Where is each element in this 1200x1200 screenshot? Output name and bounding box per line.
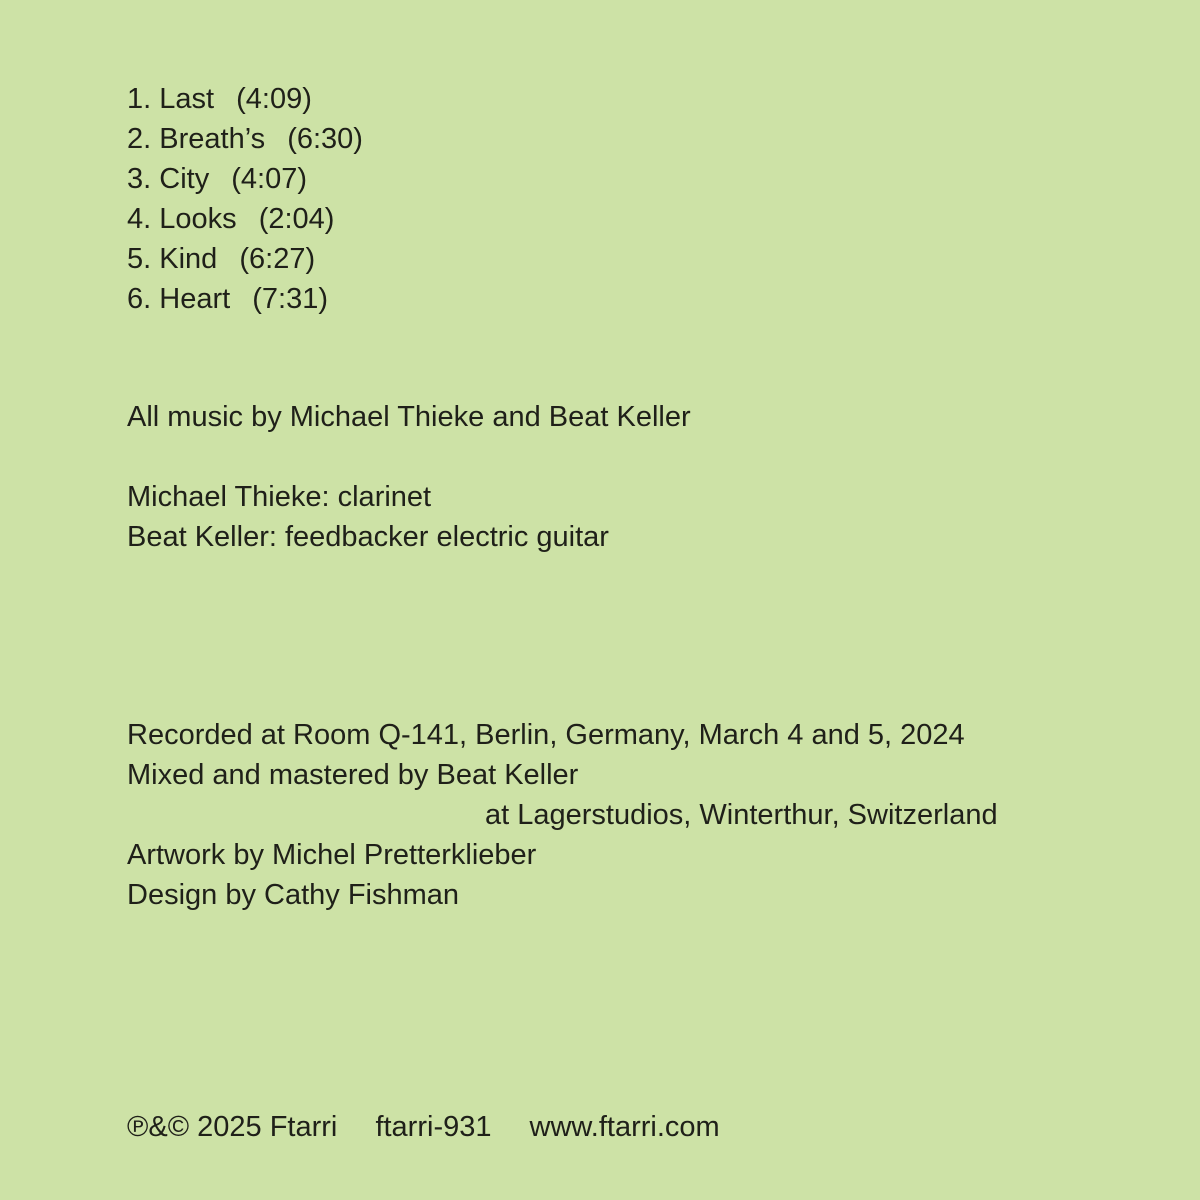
catalog-number: ftarri-931: [375, 1111, 492, 1143]
track-number: 6.: [127, 283, 152, 315]
track-item: [127, 199, 363, 239]
track-number: 5.: [127, 243, 152, 275]
track-item: [127, 79, 363, 119]
tracklist: [127, 79, 363, 319]
composer-credit-block: [127, 397, 691, 437]
track-title: City: [159, 163, 210, 195]
musicians-list: [127, 477, 609, 557]
track-item: [127, 279, 363, 319]
copyright-notice: ℗&© 2025 Ftarri: [127, 1111, 338, 1143]
track-duration: (6:30): [287, 123, 363, 155]
track-duration: (4:07): [231, 163, 308, 195]
artwork-credit: Artwork by Michel Pretterklieber: [127, 839, 537, 871]
footer: [127, 1107, 720, 1147]
track-duration: (2:04): [258, 203, 335, 235]
musician-credit: Michael Thieke: clarinet: [127, 481, 432, 513]
composer-credit: All music by Michael Thieke and Beat Keller: [127, 401, 691, 433]
track-number: 1.: [127, 83, 152, 115]
track-title: Looks: [159, 203, 237, 235]
track-item: [127, 119, 363, 159]
track-number: 4.: [127, 203, 152, 235]
track-duration: (4:09): [236, 83, 312, 115]
track-item: [127, 159, 363, 199]
musician-credit: Beat Keller: feedbacker electric guitar: [127, 521, 609, 553]
production-credits: [127, 715, 998, 915]
track-duration: (7:31): [252, 283, 328, 315]
track-title: Last: [159, 83, 215, 115]
track-number: 3.: [127, 163, 152, 195]
track-title: Breath’s: [159, 123, 266, 155]
mixing-location: at Lagerstudios, Winterthur, Switzerland: [485, 799, 998, 831]
website-link[interactable]: www.ftarri.com: [529, 1111, 720, 1143]
recording-credit: Recorded at Room Q-141, Berlin, Germany, March 4 and 5, 2024: [127, 719, 965, 751]
track-number: 2.: [127, 123, 152, 155]
track-item: [127, 239, 363, 279]
mixing-credit: Mixed and mastered by Beat Keller: [127, 759, 579, 791]
track-title: Kind: [159, 243, 218, 275]
track-title: Heart: [159, 283, 231, 315]
track-duration: (6:27): [239, 243, 316, 275]
design-credit: Design by Cathy Fishman: [127, 879, 460, 911]
